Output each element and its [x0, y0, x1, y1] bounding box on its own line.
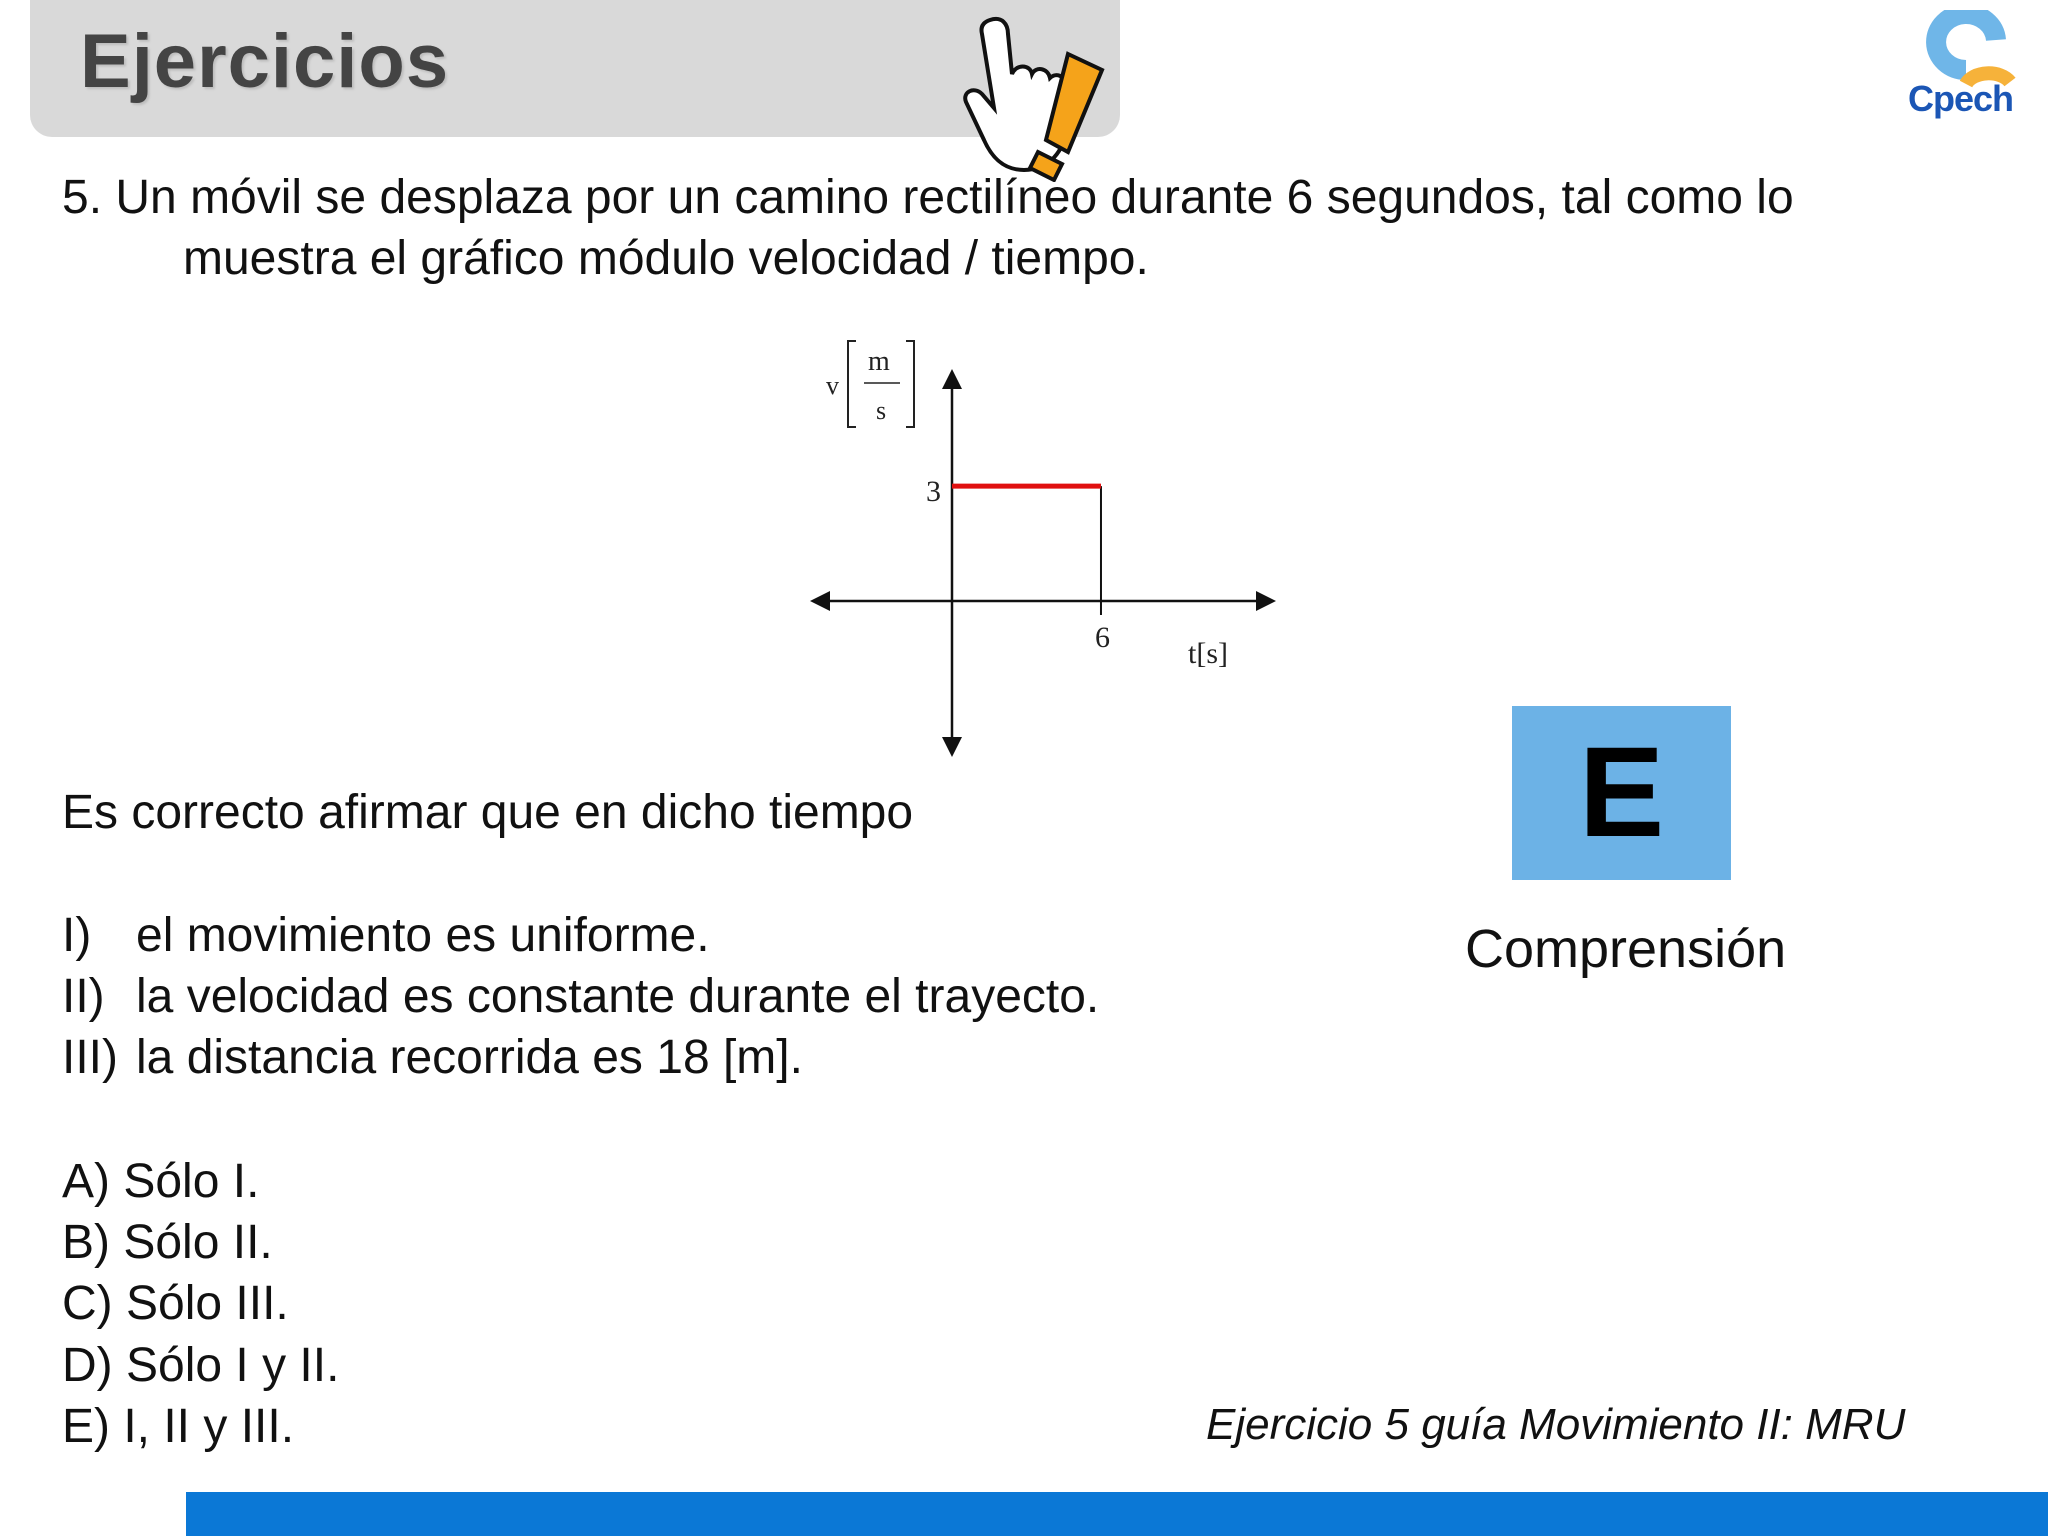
pointing-hand-warning-icon: [950, 12, 1110, 182]
y-axis-label-v: v: [826, 371, 839, 400]
y-axis-label-unit-denominator: s: [876, 396, 887, 425]
option-a: A) Sólo I.: [62, 1155, 260, 1208]
answer-box: [1512, 706, 1731, 880]
logo-text: Cpech: [1908, 78, 2014, 119]
x-tick-label: 6: [1095, 621, 1110, 654]
y-axis-label-unit-numerator: m: [868, 346, 890, 377]
y-axis-label-bracket-left: [848, 341, 856, 427]
y-axis-label-bracket-right: [906, 341, 914, 427]
statement-1: [62, 908, 710, 963]
question-text-line1: 5. Un móvil se desplaza por un camino rectilíneo durante 6 segundos, tal como lo: [62, 171, 1794, 224]
statement-number: II): [62, 970, 105, 1023]
statement-text: el movimiento es uniforme.: [136, 909, 710, 962]
option-b: B) Sólo II.: [62, 1216, 273, 1269]
y-tick-label: 3: [926, 475, 941, 508]
prompt-text: Es correcto afirmar que en dicho tiempo: [62, 786, 914, 839]
page-title: Ejercicios: [80, 19, 450, 104]
statement-3: [62, 1030, 803, 1085]
x-axis-label: t[s]: [1188, 637, 1228, 670]
footer-bar: [186, 1492, 2048, 1536]
option-e: E) I, II y III.: [62, 1400, 295, 1453]
skill-label: Comprensión: [1465, 919, 1787, 979]
statement-2: [62, 969, 1099, 1024]
option-d: D) Sólo I y II.: [62, 1339, 340, 1392]
answer-letter: E: [1578, 721, 1665, 864]
option-c: C) Sólo III.: [62, 1277, 289, 1330]
source-citation: Ejercicio 5 guía Movimiento II: MRU: [1206, 1400, 1906, 1449]
statement-text: la distancia recorrida es 18 [m].: [136, 1031, 803, 1084]
question-text-line2: muestra el gráfico módulo velocidad / tiempo.: [183, 232, 1149, 285]
statement-text: la velocidad es constante durante el trayecto.: [136, 970, 1100, 1023]
velocity-time-graph: [790, 325, 1290, 765]
statement-number: III): [62, 1031, 118, 1084]
statement-number: I): [62, 909, 92, 962]
